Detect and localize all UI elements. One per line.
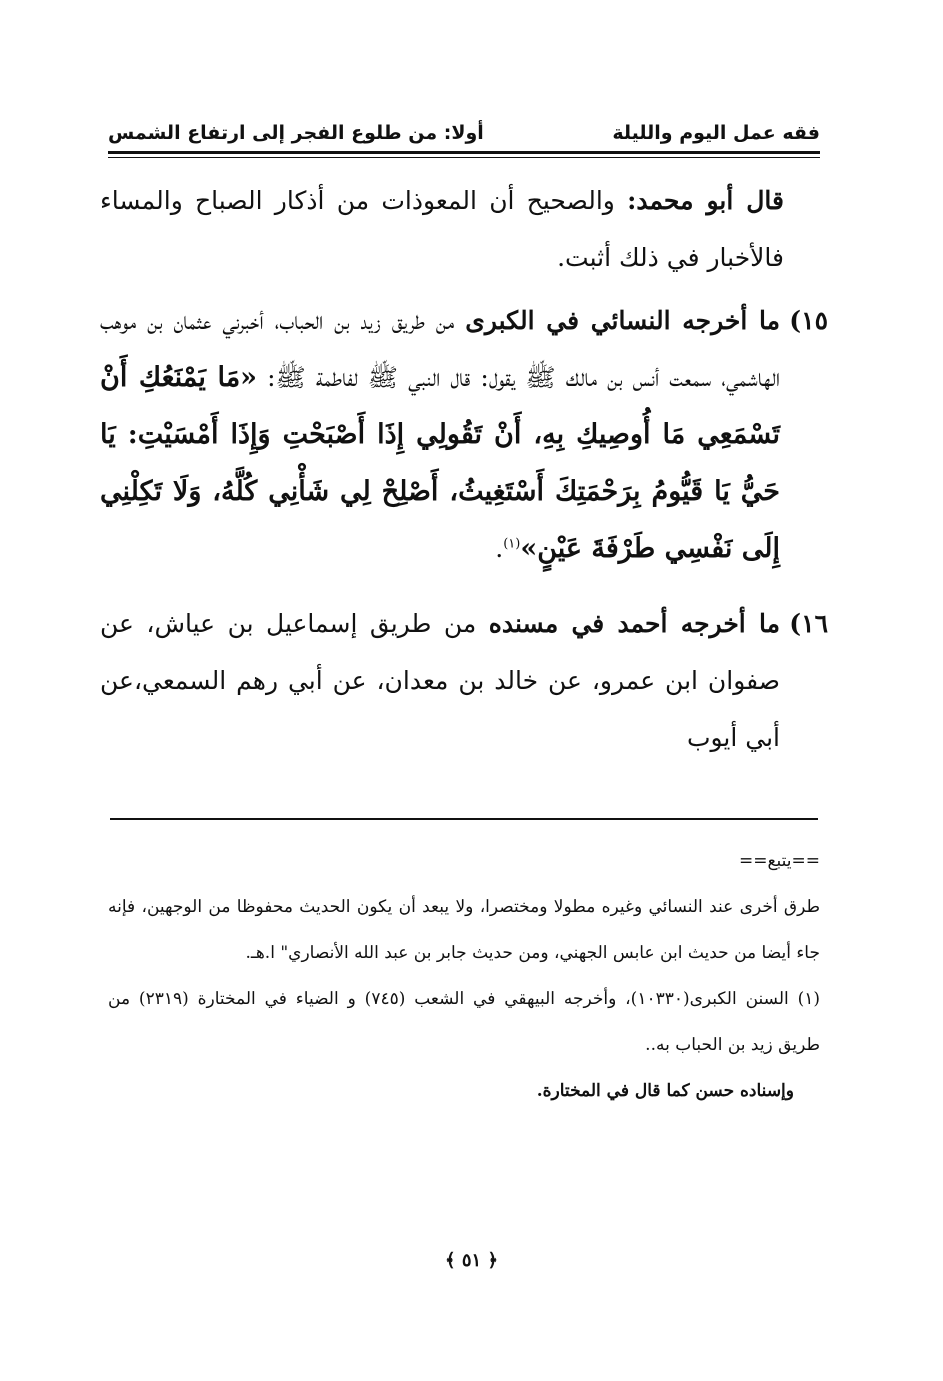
- footnote-continued-text: طرق أخرى عند النسائي وغيره مطولا ومختصرا، ولا يبعد أن يكون الحديث محفوظا من الوجهين، فإنه جاء أيضا من حديث ابن عابس الجهني، ومن حديث جابر بن عبد الله الأنصاري" ا.هـ.: [108, 897, 820, 963]
- paragraph-abu-muhammad: [100, 172, 828, 286]
- footnote-separator: [110, 818, 818, 820]
- header-rule: [108, 151, 820, 154]
- paragraph-text: والصحيح أن المعوذات من أذكار الصباح والمساء فالأخبار في ذلك أثبت.: [100, 186, 784, 272]
- footnote-1: (١) السنن الكبرى(١٠٣٣٠)، وأخرجه البيهقي في الشعب (٧٤٥) و الضياء في المختارة (٢٣١٩) من طريق زيد بن الحباب به..: [108, 989, 821, 1055]
- item-end: .: [495, 534, 504, 563]
- item-content: [100, 292, 780, 577]
- hadith-quote: «مَا يَمْنَعُكِ أَنْ تَسْمَعِي مَا أُوصِيكِ بِهِ، أَنْ تَقُولِي إِذَا أَصْبَحْتِ وَإِذَا أَمْسَيْتِ: يَا حَيُّ يَا قَيُّومُ بِرَحْمَتِكَ أَسْتَغِيثُ، أَصْلِحْ لِي شَأْنِي كُلَّهُ، وَلَا تَكِلْنِي إِلَى نَفْسِي طَرْفَةَ عَيْنٍ»: [100, 362, 780, 564]
- footnotes: [108, 838, 820, 1114]
- item-15: [100, 292, 828, 577]
- item-16: [100, 595, 828, 766]
- running-header: [108, 118, 820, 154]
- item-number: ١٦): [789, 609, 828, 638]
- chapter-title: أولا: من طلوع الفجر إلى ارتفاع الشمس: [108, 122, 484, 144]
- item-number: ١٥): [789, 306, 828, 335]
- spacer: [100, 577, 828, 589]
- item-lead: ما أخرجه أحمد في مسنده: [488, 609, 780, 638]
- main-text: [100, 172, 828, 766]
- header-rule-thin: [108, 157, 820, 158]
- speaker-label: قال أبو محمد:: [627, 186, 784, 215]
- footnote-continued-marker: ==يتبع==: [738, 851, 820, 871]
- page-number: ﴿ ٥١ ﴾: [445, 1250, 498, 1271]
- item-text: من طريق زيد بن الحباب، أخبرني عثمان بن موهب الهاشمي، سمعت أنس بن مالك ﷺ يقول: قال النبي ﷺ لفاطمة ﷺ:: [100, 306, 781, 392]
- footnote-1-grading: وإسناده حسن كما قال في المختارة.: [536, 1081, 794, 1101]
- footnote-ref[interactable]: (١): [503, 536, 521, 552]
- item-text: من طريق إسماعيل بن عياش، عن صفوان ابن عمرو، عن خالد بن معدان، عن أبي رهم السمعي،عن أبي أيوب: [100, 609, 780, 752]
- item-content: [100, 595, 780, 766]
- item-lead: ما أخرجه النسائي في الكبرى: [465, 306, 780, 335]
- book-title: فقه عمل اليوم والليلة: [612, 122, 820, 144]
